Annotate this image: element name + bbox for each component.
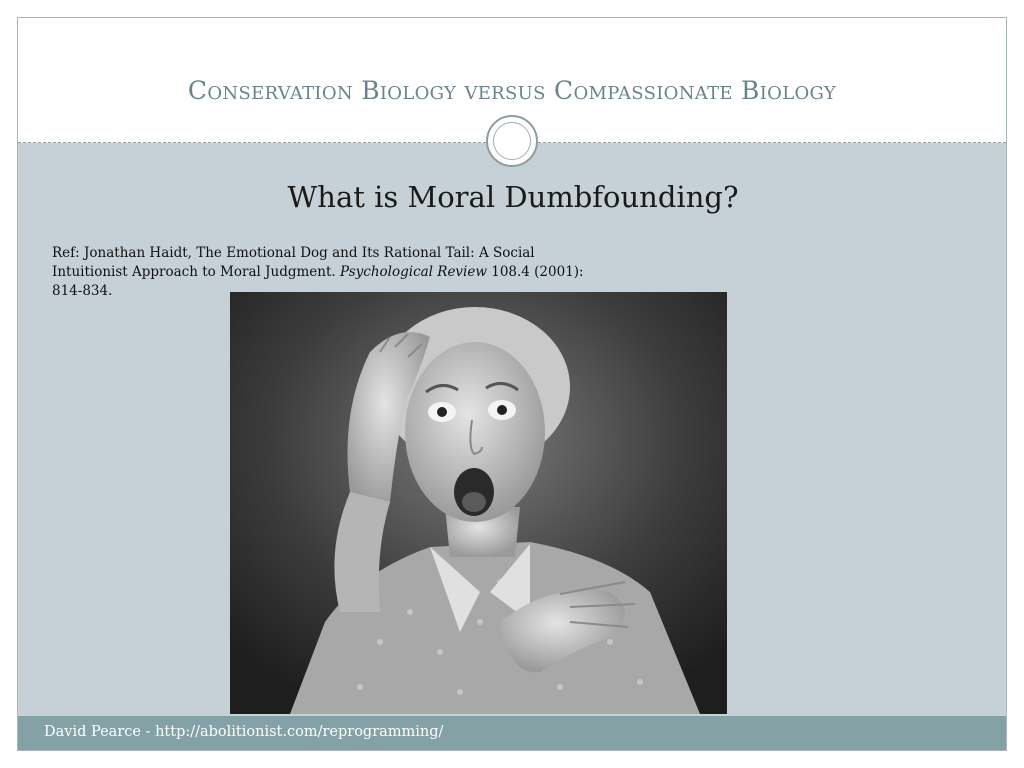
footer-band [18,716,1006,751]
shocked-woman-illustration [230,292,727,714]
vintage-photo [230,292,727,714]
reference-suffix: 108.4 (2001): 814-834. [52,264,584,299]
slide [17,17,1007,751]
circle-ornament-inner [493,122,531,160]
circle-ornament-icon [486,115,538,167]
slide-title: Conservation Biology versus Compassionate Biology [187,76,837,105]
reference-journal: Psychological Review [340,264,487,280]
reference-prefix: Ref: Jonathan Haidt, The Emotional Dog and Its Rational Tail: A Social Intuitionist Approach to Moral Judgment. [52,245,535,280]
footer-link-text[interactable]: David Pearce - http://abolitionist.com/reprogramming/ [44,724,444,740]
slide-heading: What is Moral Dumbfounding? [287,180,739,214]
